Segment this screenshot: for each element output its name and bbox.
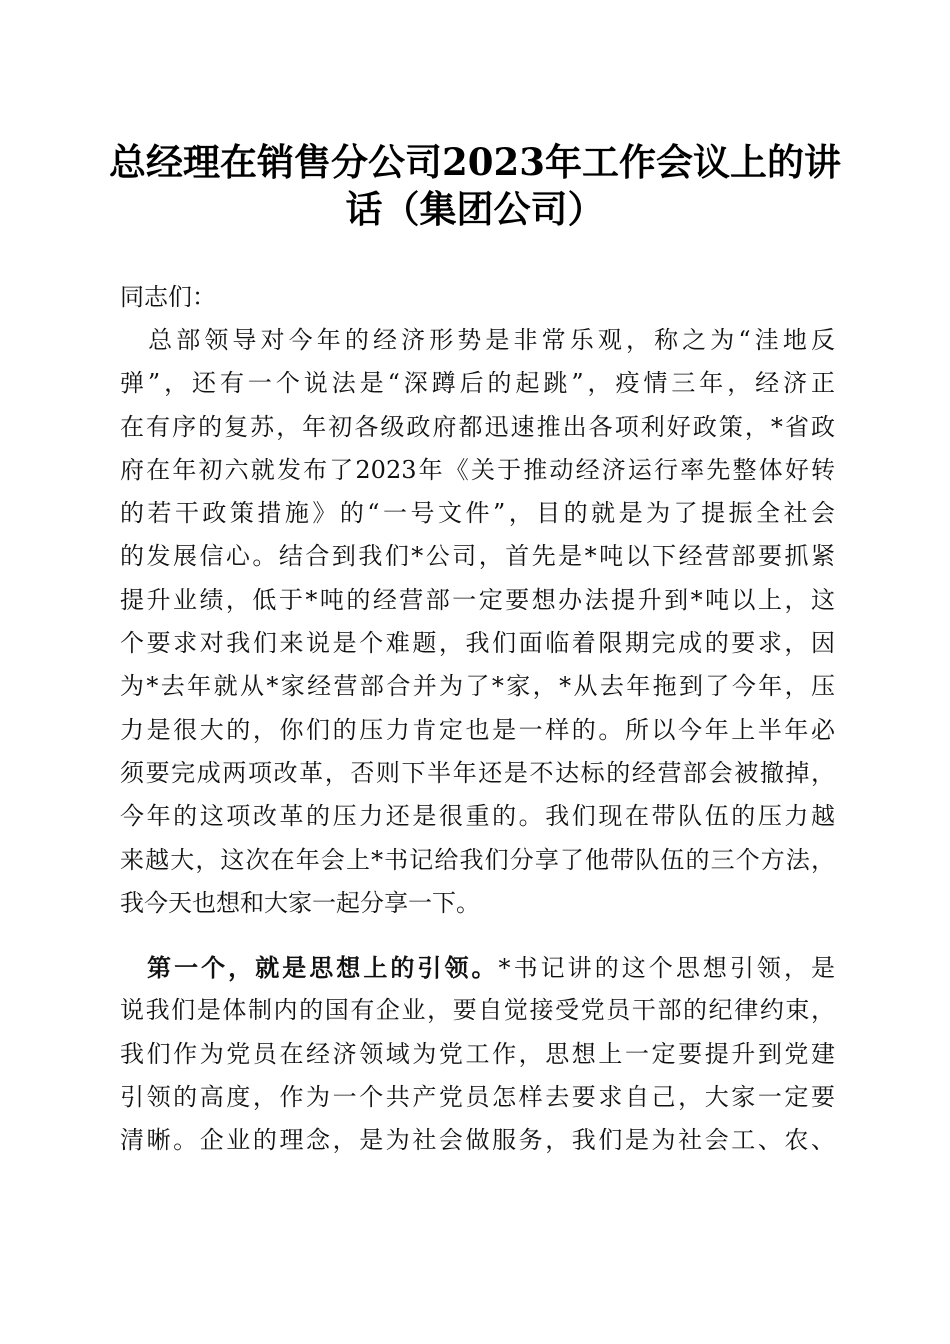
paragraph-1-line: 我今天也想和大家一起分享一下。 — [120, 888, 480, 917]
paragraph-2-first-rest: *书记讲的这个思想引领，是 — [498, 954, 836, 982]
paragraph-1-line: 今年的这项改革的压力还是很重的。我们现在带队伍的压力越 — [120, 802, 835, 831]
paragraph-2-first-line — [120, 946, 835, 989]
paragraph-2-line: 我们作为党员在经济领域为党工作，思想上一定要提升到党建 — [120, 1039, 835, 1068]
paragraph-1-line: 在有序的复苏，年初各级政府都迅速推出各项利好政策，*省政 — [120, 412, 835, 441]
paragraph-1-line: 提升业绩，低于*吨的经营部一定要想办法提升到*吨以上，这 — [120, 585, 835, 614]
paragraph-1-line: 力是很大的，你们的压力肯定也是一样的。所以今年上半年必 — [120, 715, 835, 744]
paragraph-1-line: 来越大，这次在年会上*书记给我们分享了他带队伍的三个方法， — [120, 845, 835, 874]
paragraph-1 — [120, 319, 835, 925]
paragraph-1-line: 总部领导对今年的经济形势是非常乐观，称之为“洼地反 — [120, 326, 835, 354]
document-title-line-2: 话（集团公司） — [345, 187, 605, 231]
paragraph-2-line: 说我们是体制内的国有企业，要自觉接受党员干部的纪律约束， — [120, 996, 835, 1025]
salutation: 同志们： — [120, 283, 216, 311]
paragraph-2-lead: 第一个，就是思想上的引领。 — [120, 953, 499, 982]
paragraph-2 — [120, 946, 835, 1162]
paragraph-1-line: 的发展信心。结合到我们*公司，首先是*吨以下经营部要抓紧 — [120, 542, 835, 571]
paragraph-1-line: 个要求对我们来说是个难题，我们面临着限期完成的要求，因 — [120, 629, 835, 658]
paragraph-1-line: 须要完成两项改革，否则下半年还是不达标的经营部会被撤掉， — [120, 758, 835, 787]
document-title-line-1: 总经理在销售分公司2023年工作会议上的讲 — [109, 140, 841, 184]
paragraph-1-line: 弹”，还有一个说法是“深蹲后的起跳”，疫情三年，经济正 — [120, 369, 835, 398]
paragraph-1-line: 为*去年就从*家经营部合并为了*家，*从去年拖到了今年，压 — [120, 672, 835, 701]
paragraph-1-line: 府在年初六就发布了2023年《关于推动经济运行率先整体好转 — [120, 455, 835, 484]
paragraph-2-line: 引领的高度，作为一个共产党员怎样去要求自己，大家一定要 — [120, 1082, 835, 1111]
paragraph-1-line: 的若干政策措施》的“一号文件”，目的就是为了提振全社会 — [120, 499, 835, 528]
paragraph-2-line: 清晰。企业的理念，是为社会做服务，我们是为社会工、农、 — [120, 1126, 835, 1155]
